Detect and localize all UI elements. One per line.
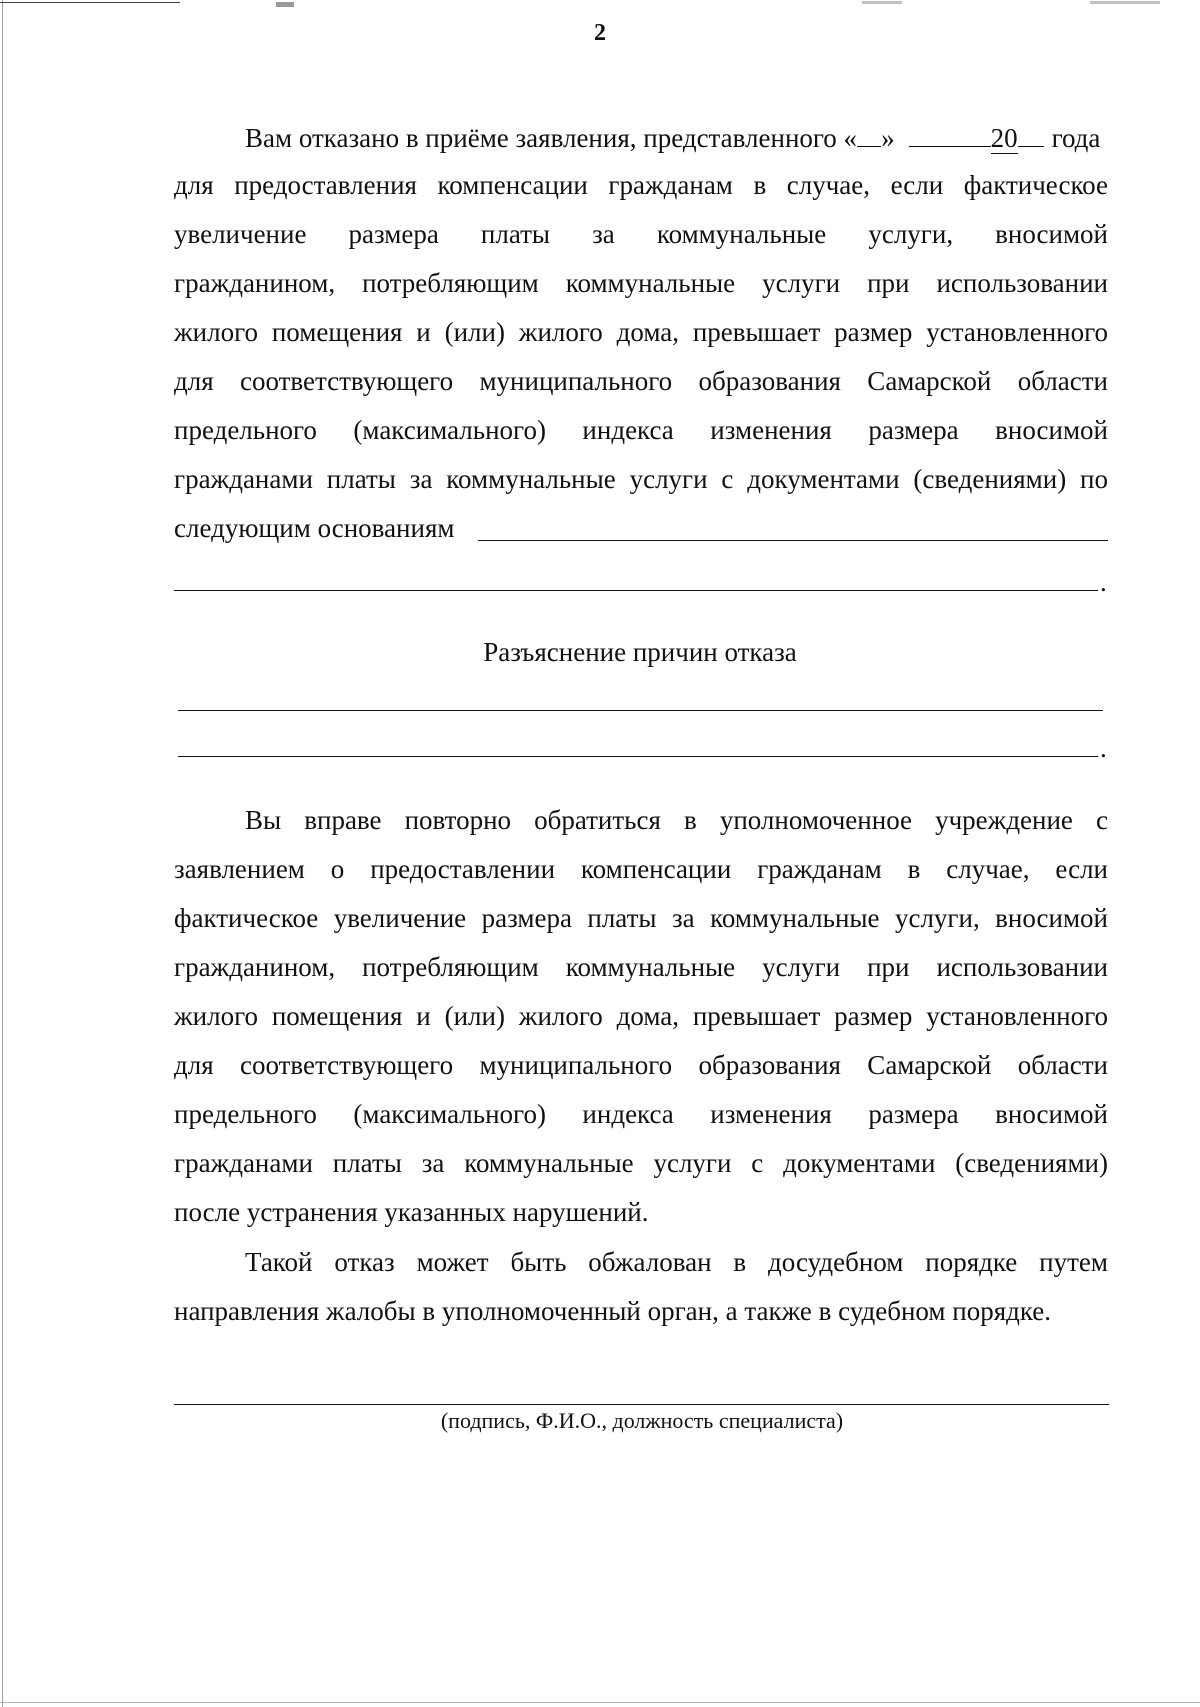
paragraph1-line: жилого помещения и (или) жилого дома, превышает размер установленного — [174, 317, 1108, 347]
explanation-blank-line-2 — [178, 756, 1098, 757]
paragraph1-line: гражданином, потребляющим коммунальные услуги при использовании — [174, 268, 1108, 298]
scan-edge-bottom — [0, 1702, 1200, 1703]
section-title: Разъяснение причин отказа — [483, 637, 797, 667]
paragraph1-line1-text: Вам отказано в приёме заявления, представленного « — [245, 123, 858, 153]
grounds-end-dot: . — [1100, 567, 1107, 597]
paragraph1-line1 — [245, 120, 1108, 154]
paragraph2-line: гражданином, потребляющим коммунальные услуги при использовании — [174, 952, 1108, 982]
quote-close: » — [881, 123, 895, 153]
paragraph3-last-line: направления жалобы в уполномоченный орган, а также в судебном порядке. — [174, 1296, 1052, 1326]
year-prefix: 20 — [990, 123, 1018, 153]
paragraph2-line: для соответствующего муниципального образования Самарской области — [174, 1050, 1108, 1080]
signature-line — [174, 1404, 1109, 1405]
scan-speck — [276, 2, 294, 7]
paragraph2-line: жилого помещения и (или) жилого дома, превышает размер установленного — [174, 1001, 1108, 1031]
paragraph1-line: для соответствующего муниципального образования Самарской области — [174, 366, 1108, 396]
scan-edge-top — [0, 2, 180, 3]
page-number: 2 — [594, 20, 606, 46]
paragraph1-line: гражданами платы за коммунальные услуги с документами (сведениями) по — [174, 464, 1108, 494]
scan-speck — [862, 1, 902, 4]
month-blank — [909, 120, 991, 147]
scan-edge-left — [2, 0, 3, 1707]
paragraph1-last-line: следующим основаниям — [174, 513, 455, 543]
grounds-blank-line-1 — [478, 540, 1108, 541]
paragraph2-line: фактическое увеличение размера платы за коммунальные услуги, вносимой — [174, 903, 1108, 933]
paragraph2-line: заявлением о предоставлении компенсации гражданам в случае, если — [174, 854, 1108, 884]
paragraph2-line: предельного (максимального) индекса изменения размера вносимой — [174, 1099, 1108, 1129]
paragraph2-line: Вы вправе повторно обратиться в уполномоченное учреждение с — [245, 805, 1108, 835]
year-word: года — [1051, 123, 1101, 153]
paragraph1-line: для предоставления компенсации гражданам в случае, если фактическое — [174, 170, 1108, 200]
paragraph2-line: гражданами платы за коммунальные услуги с документами (сведениями) — [174, 1148, 1108, 1178]
explanation-blank-line-1 — [178, 710, 1103, 711]
year-blank — [1018, 120, 1044, 147]
day-blank — [857, 120, 881, 147]
paragraph1-line: увеличение размера платы за коммунальные услуги, вносимой — [174, 219, 1108, 249]
scan-speck — [1090, 1, 1160, 4]
paragraph2-last-line: после устранения указанных нарушений. — [174, 1197, 649, 1227]
paragraph1-line: предельного (максимального) индекса изменения размера вносимой — [174, 415, 1108, 445]
grounds-blank-line-2 — [174, 590, 1098, 591]
signature-caption: (подпись, Ф.И.О., должность специалиста) — [440, 1408, 844, 1433]
paragraph3-line: Такой отказ может быть обжалован в досудебном порядке путем — [245, 1247, 1108, 1277]
explanation-end-dot: . — [1100, 733, 1107, 763]
